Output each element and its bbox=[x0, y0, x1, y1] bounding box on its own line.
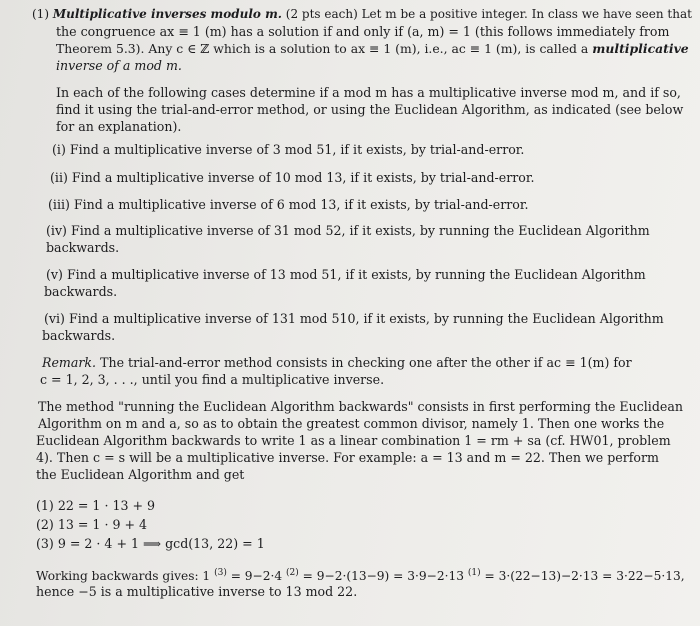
step-ref-3: (3) bbox=[214, 568, 227, 578]
part-vi-line-1: (vi) Find a multiplicative inverse of 131 mod 510, if it exists, by running the Euclidean Algorithm bbox=[44, 311, 664, 326]
intro-line-1: In each of the following cases determine if a mod m has a multiplicative inverse mod m, and if so, bbox=[56, 85, 681, 100]
euclid-step-3: (3) 9 = 2 · 4 + 1 ⟹ gcd(13, 22) = 1 bbox=[36, 536, 265, 551]
problem-header-line-2: the congruence ax ≡ 1 (m) has a solution if and only if (a, m) = 1 (this follows immediately from bbox=[56, 24, 670, 39]
working-prefix: Working backwards gives: 1 bbox=[36, 569, 211, 584]
part-ii: (ii) Find a multiplicative inverse of 10 mod 13, if it exists, by trial-and-error. bbox=[50, 170, 535, 185]
part-v-line-1: (v) Find a multiplicative inverse of 13 mod 51, if it exists, by running the Euclidean Algorithm bbox=[46, 267, 646, 282]
step-ref-2: (2) bbox=[286, 568, 299, 578]
conclusion-line: hence −5 is a multiplicative inverse to 13 mod 22. bbox=[36, 584, 358, 599]
intro-line-3: for an explanation). bbox=[56, 119, 182, 134]
part-v-line-2: backwards. bbox=[44, 284, 118, 299]
part-iv-line-1: (iv) Find a multiplicative inverse of 31 mod 52, if it exists, by running the Euclidean Algorithm bbox=[46, 223, 650, 238]
working-part-a: = 9−2·4 bbox=[230, 569, 287, 584]
part-i: (i) Find a multiplicative inverse of 3 mod 51, if it exists, by trial-and-error. bbox=[52, 142, 525, 157]
method-line-1: The method "running the Euclidean Algorithm backwards" consists in first performing the Euclidean bbox=[38, 399, 683, 414]
method-line-5: the Euclidean Algorithm and get bbox=[36, 467, 245, 482]
euclid-step-1: (1) 22 = 1 · 13 + 9 bbox=[36, 498, 156, 513]
working-part-b: = 9−2·(13−9) = 3·9−2·13 bbox=[302, 569, 468, 584]
problem-header-line-1 bbox=[32, 6, 692, 23]
working-part-c: = 3·(22−13)−2·13 = 3·22−5·13, bbox=[484, 569, 685, 584]
part-vi-line-2: backwards. bbox=[42, 328, 116, 343]
term-multiplicative: multiplicative bbox=[592, 41, 689, 56]
method-line-3: Euclidean Algorithm backwards to write 1 as a linear combination 1 = rm + sa (cf. HW01, problem bbox=[36, 433, 671, 448]
problem-header-line-3-text: Theorem 5.3). Any c ∈ ℤ which is a solution to ax ≡ 1 (m), i.e., ac ≡ 1 (m), is called a bbox=[56, 41, 589, 56]
method-line-2: Algorithm on m and a, so as to obtain the greatest common divisor, namely 1. Then one works the bbox=[38, 416, 665, 431]
problem-header-line-3 bbox=[56, 40, 689, 57]
problem-header-line-4: inverse of a mod m. bbox=[56, 58, 182, 73]
remark-line-1-text: The trial-and-error method consists in checking one after the other if ac ≡ 1(m) for bbox=[100, 355, 632, 370]
problem-title: Multiplicative inverses modulo m. bbox=[52, 7, 282, 21]
problem-number: (1) bbox=[32, 7, 49, 21]
part-iii: (iii) Find a multiplicative inverse of 6 mod 13, if it exists, by trial-and-error. bbox=[48, 197, 529, 212]
step-ref-1: (1) bbox=[467, 568, 481, 578]
remark-label: Remark. bbox=[42, 355, 97, 370]
method-line-4: 4). Then c = s will be a multiplicative inverse. For example: a = 13 and m = 22. Then we perform bbox=[36, 450, 659, 465]
intro-line-2: find it using the trial-and-error method, or using the Euclidean Algorithm, as indicated (see below bbox=[56, 102, 684, 117]
remark-line-2: c = 1, 2, 3, . . ., until you find a multiplicative inverse. bbox=[40, 372, 385, 387]
euclid-step-2: (2) 13 = 1 · 9 + 4 bbox=[36, 517, 148, 532]
part-iv-line-2: backwards. bbox=[46, 240, 120, 255]
remark-line-1 bbox=[42, 354, 632, 371]
problem-header-rest: (2 pts each) Let m be a positive integer. In class we have seen that bbox=[285, 7, 692, 21]
